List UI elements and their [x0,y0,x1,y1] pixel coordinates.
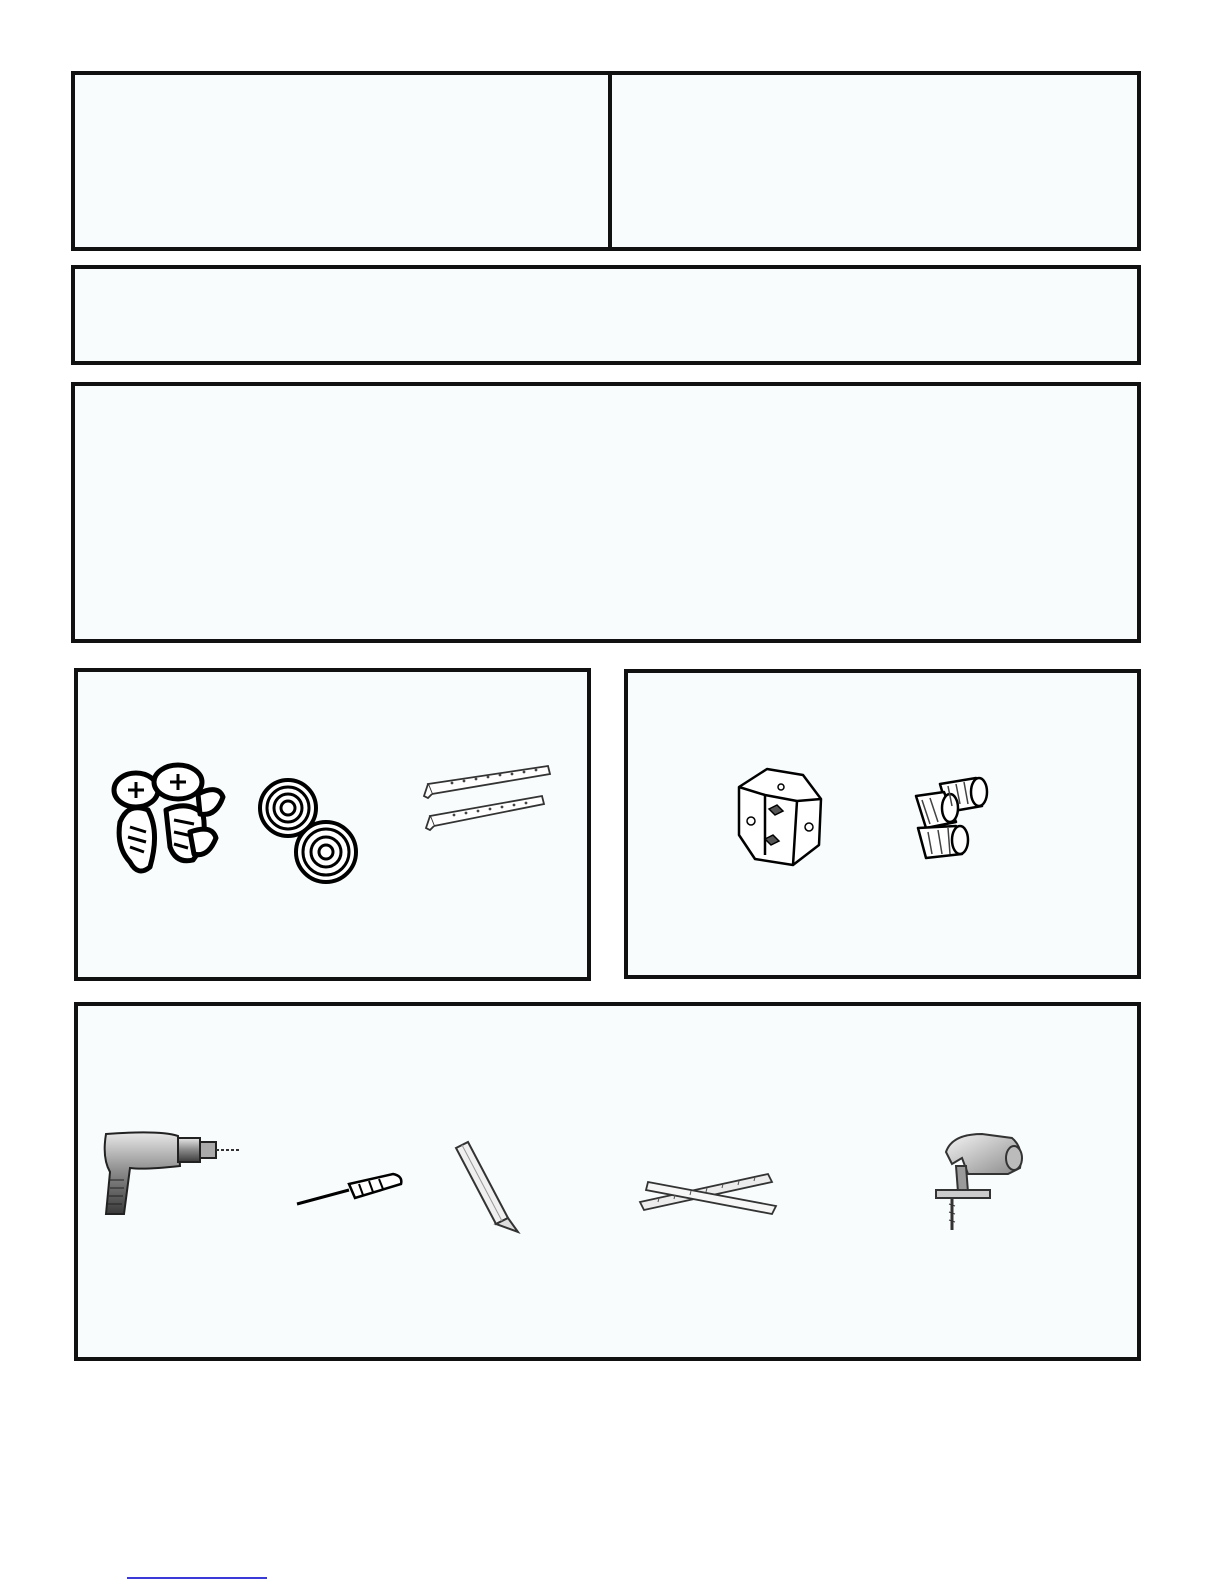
screws-icon [108,762,228,877]
mounting-brackets-icon [422,760,554,832]
footer-link[interactable] [127,1577,267,1579]
jigsaw-icon [932,1128,1028,1232]
required-parts-panel [624,669,1141,979]
junction-box-icon [735,765,825,870]
instructions-panel [71,382,1141,643]
banner-panel [71,265,1141,365]
wire-nuts-icon [910,774,992,862]
header-left-panel [71,71,612,251]
drill-icon [100,1128,245,1220]
washers-icon [258,778,362,886]
header-right-panel [608,71,1141,251]
pencil-icon [452,1140,524,1234]
screwdriver-icon [293,1170,405,1208]
ruler-icon [638,1168,780,1216]
